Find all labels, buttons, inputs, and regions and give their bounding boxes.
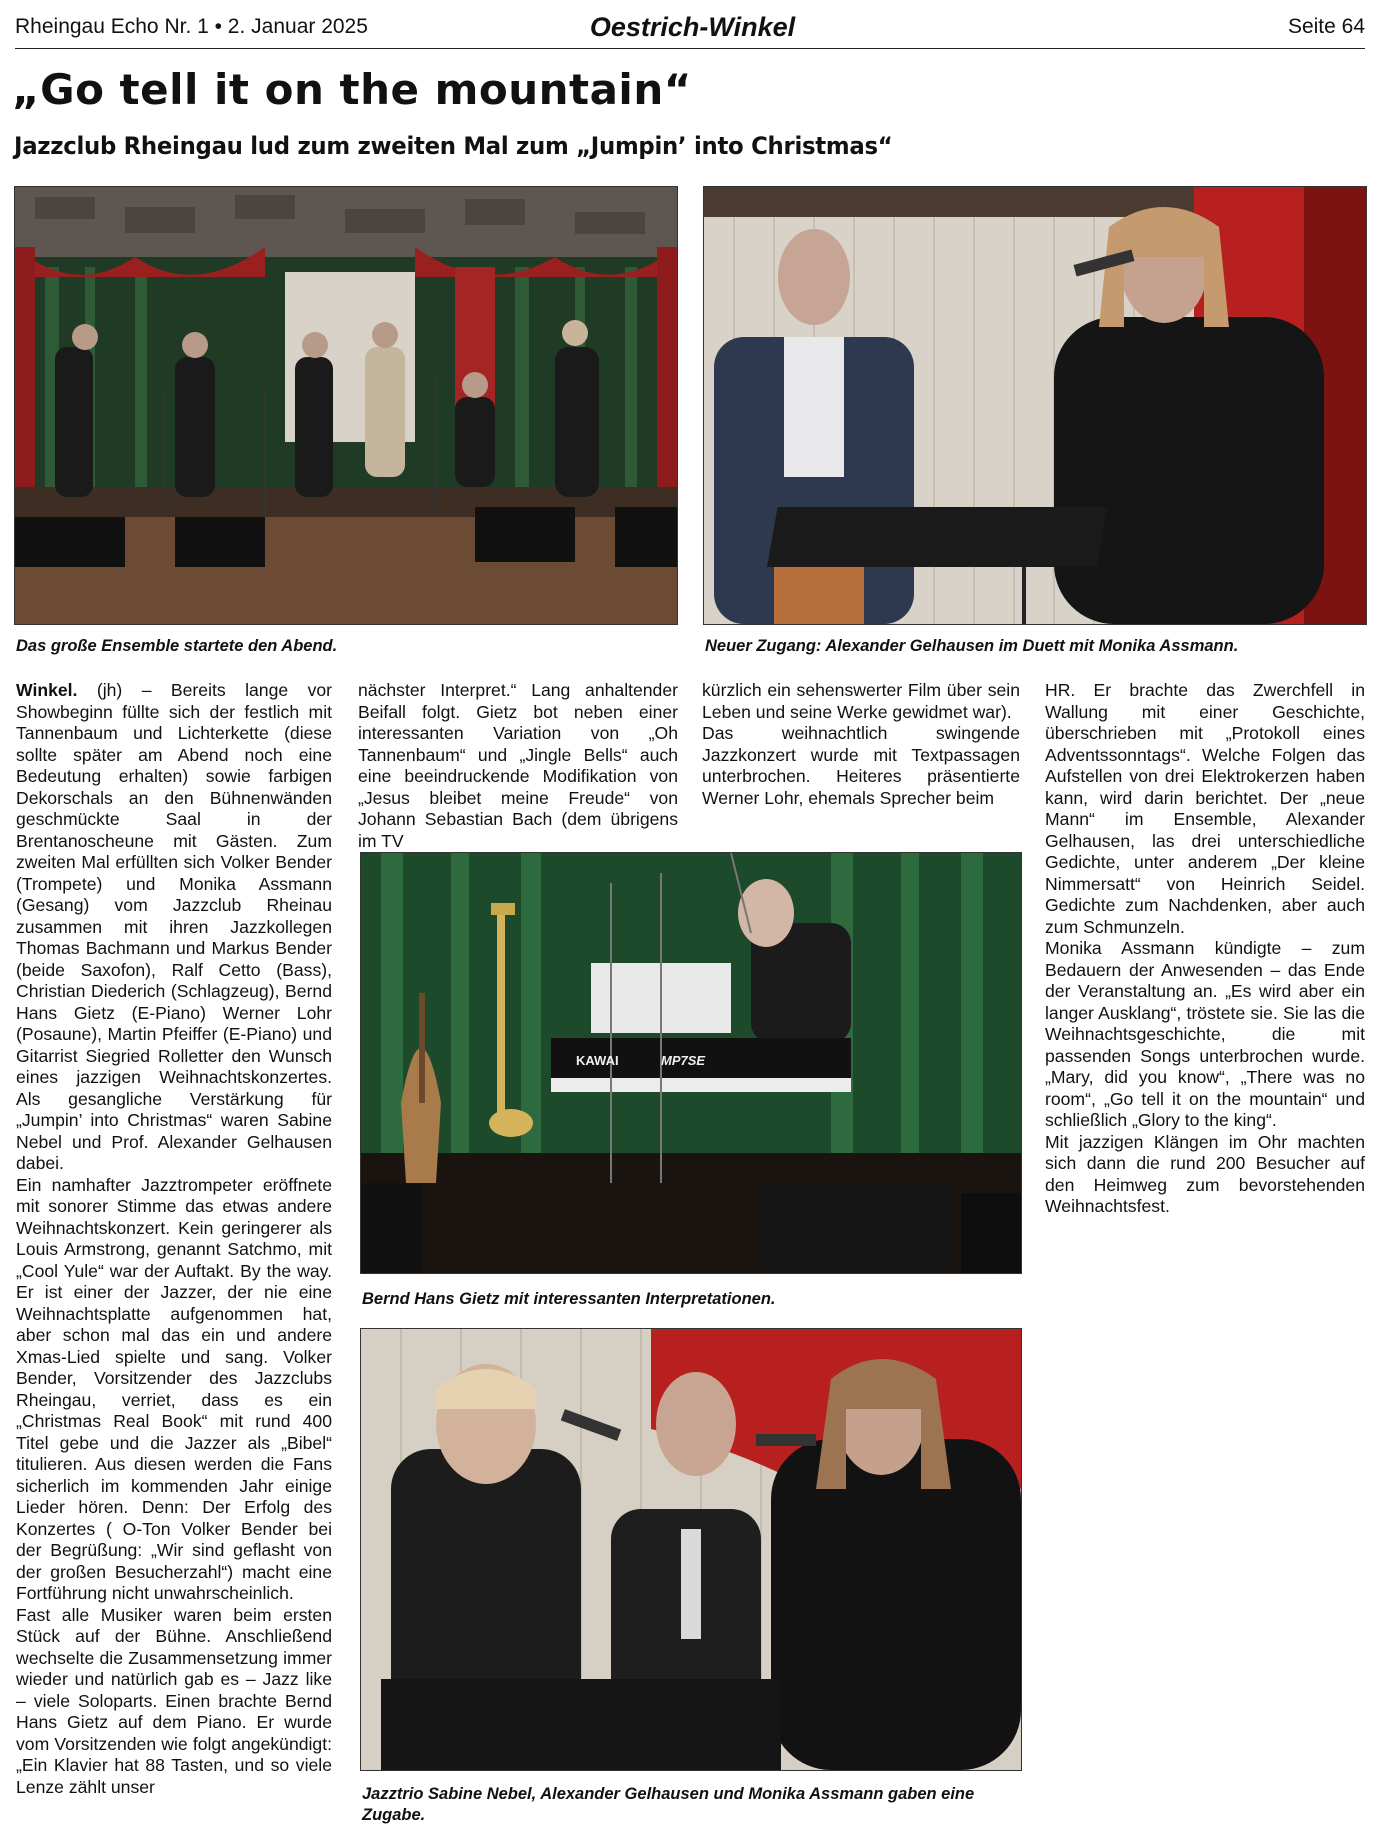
keyboard-model-label: MP7SE <box>661 1053 706 1068</box>
ensemble-photo-caption: Das große Ensemble startete den Abend. <box>16 637 338 655</box>
trio-photo <box>360 1328 1022 1771</box>
article-column-2-text: nächster Interpret.“ Lang anhaltender Beifall folgt. Gietz bot neben einer interessanten Variation von „Oh Tannenbaum“ und „Jingle Bells“ auch eine beeindruckende Modifikation von „Jesus bleibet meine Freude“ von Johann Sebastian Bach (dem übrigens im TV <box>358 680 678 851</box>
newspaper-issue: Rheingau Echo Nr. 1 • 2. Januar 2025 <box>15 15 368 38</box>
article-column-4 <box>1045 680 1365 1220</box>
article-column-1-text: (jh) – Bereits lange vor Showbeginn füllte sich der festlich mit Tannenbaum und Lichterkette (diese sollte später am Abend noch eine Bedeutung erhalten) sowie farbigen Dekorschals an den Bühnenwänden geschmückte Saal in der Brentanoscheune mit Gästen. Zum zweiten Mal erfüllten sich Volker Bender (Trompete) und Monika Assmann (Gesang) vom Jazzclub Rheinau zusammen mit ihren Jazzkollegen Thomas Bachmann und Markus Bender (beide Saxofon), Ralf Cetto (Bass), Christian Diederich (Schlagzeug), Bernd Hans Gietz (E-Piano) Werner Lohr (Posaune), Martin Pfeiffer (E-Piano) und Gitarrist Siegried Rolletter den Wunsch eines jazzigen Weihnachtskonzertes. Als gesangliche Verstärkung für „Jumpin’ into Christmas“ waren Sabine Nebel und Prof. Alexander Gelhausen dabei. Ein namhafter Jazztrompeter eröffnete mit sonorer Stimme das etwas andere Weihnachtskonzert. Kein geringerer als Louis Armstrong, genannt Satchmo, mit „Cool Yule“ war der Auftakt. By the way. Er ist einer der Jazzer, der nie eine Weihnachtsplatte aufgenommen hat, aber schon mal das ein und andere Xmas-Lied spielte und sang. Volker Bender, Vorsitzender des Jazzclubs Rheingau, verriet, dass es ein „Christmas Real Book“ mit rund 400 Titel gebe und die Jazzer als „Bibel“ titulieren. Aus diesen werden die Fans sicherlich im kommenden Jahr einige Lieder hören. Denn: Der Erfolg des Konzertes ( O-Ton Volker Bender bei der Begrüßung: „Wir sind geflasht von der großen Besucherzahl“) macht eine Fortführung nicht unwahrscheinlich. Fast alle Musiker waren beim ersten Stück auf der Bühne. Anschließend wechselte die Zusammensetzung immer wieder und natürlich gab es – Jazz like – viele Soloparts. Einen brachte Bernd Hans Gietz auf dem Piano. Er wurde vom Vorsitzenden wie folgt angekündigt: „Ein Klavier hat 88 Tasten, und so viele Lenze zählt unser <box>16 680 333 1797</box>
duet-photo-caption: Neuer Zugang: Alexander Gelhausen im Duett mit Monika Assmann. <box>705 637 1239 655</box>
article-column-3-text: kürzlich ein sehenswerter Film über sein Leben und seine Werke gewidmet war). Das weihnachtlich swingende Jazzkonzert wurde mit Textpassagen unterbrochen. Heiteres präsentierte Werner Lohr, ehemals Sprecher beim <box>702 680 1020 808</box>
keyboard-brand-label: KAWAI <box>576 1053 619 1068</box>
section-title: Oestrich-Winkel <box>589 12 796 42</box>
ensemble-photo <box>14 186 678 625</box>
article-column-1 <box>16 680 332 1830</box>
piano-photo <box>360 852 1022 1274</box>
page-number: Seite 64 <box>1287 15 1365 38</box>
article-column-3 <box>702 680 1020 830</box>
article-column-4-text: HR. Er brachte das Zwerchfell in Wallung mit einer Geschichte, überschrieben mit „Protokoll eines Adventssonntags“. Welche Folgen das Aufstellen von drei Elektrokerzen haben kann, wird darin berichtet. Der „neue Mann“ im Ensemble, Alexander Gelhausen, las drei unterschiedliche Gedichte, unter anderem „Der kleine Nimmersatt“ von Heinrich Seidel. Gedichte zum Nachdenken, aber auch zum Schmunzeln. Monika Assmann kündigte – zum Bedauern der Anwesenden – das Ende der Veranstaltung an. „Es wird aber ein langer Ausklang“, tröstete sie. Sie las die Weihnachtsgeschichte, die mit passenden Songs unterbrochen wurde. „Mary, did you know“, „There was no room“, „Go tell it on the mountain“ und schließlich „Glory to the king“. Mit jazzigen Klängen im Ohr machten sich dann die rund 200 Besucher auf den Heimweg zum bevorstehenden Weihnachtsfest. <box>1045 680 1365 1216</box>
article-column-2 <box>358 680 678 851</box>
article-headline: „Go tell it on the mountain“ <box>12 65 692 114</box>
article-subheadline: Jazzclub Rheingau lud zum zweiten Mal zum „Jumpin’ into Christmas“ <box>14 132 893 160</box>
piano-photo-caption: Bernd Hans Gietz mit interessanten Interpretationen. <box>362 1290 776 1308</box>
trio-photo-caption: Jazztrio Sabine Nebel, Alexander Gelhausen und Monika Assmann gaben eine Zugabe. <box>362 1785 975 1824</box>
header-divider <box>15 48 1365 49</box>
duet-photo <box>703 186 1367 625</box>
article-dateline: Winkel. <box>16 680 78 700</box>
